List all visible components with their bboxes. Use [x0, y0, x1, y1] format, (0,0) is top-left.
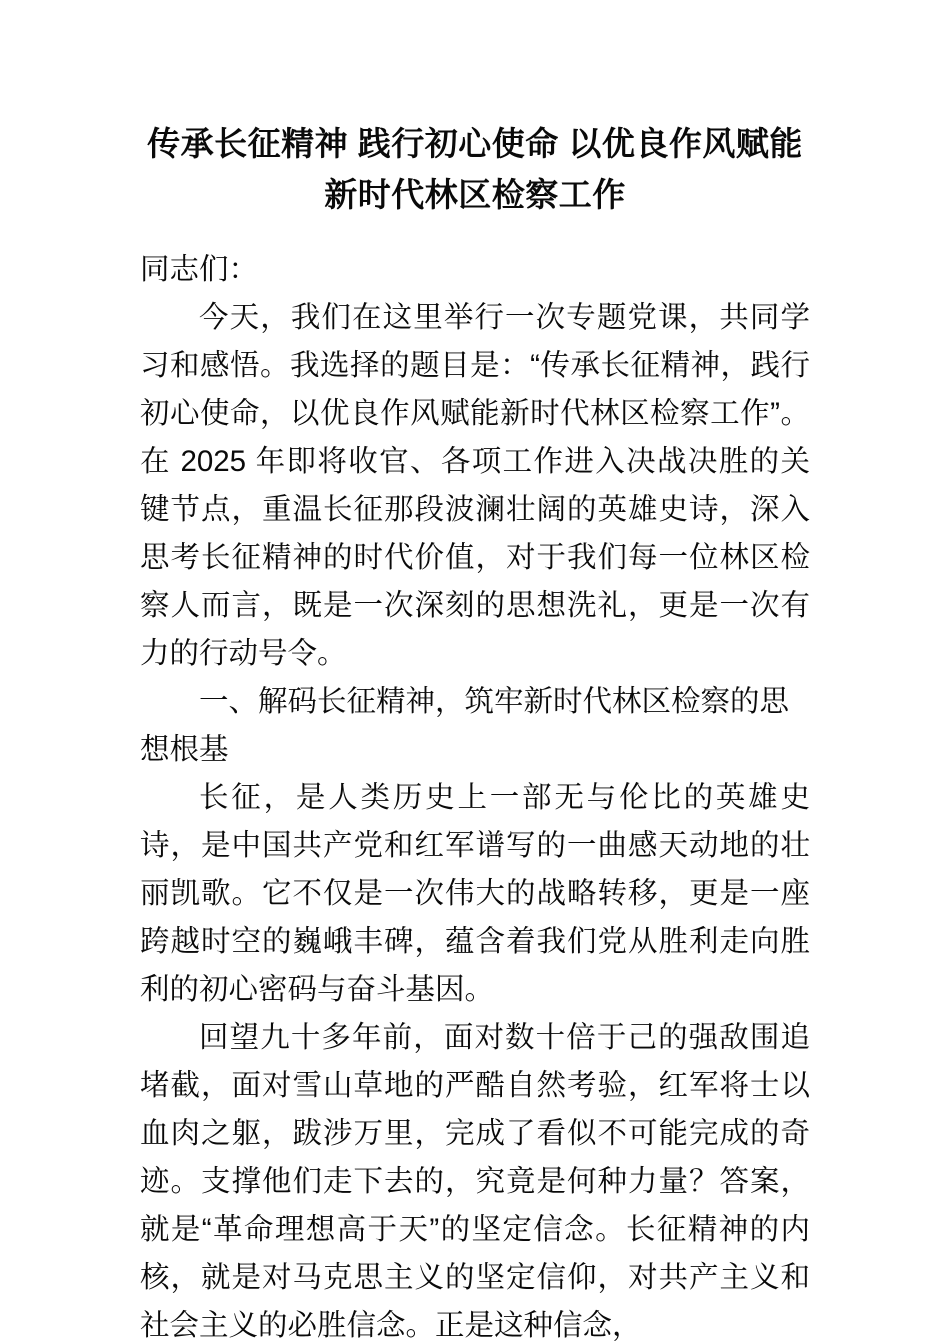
page-title: 传承长征精神 践行初心使命 以优良作风赋能新时代林区检察工作	[147, 125, 803, 213]
paragraph: 回望九十多年前，面对数十倍于己的强敌围追堵截，面对雪山草地的严酷自然考验，红军将士以血肉之躯，跋涉万里，完成了看似不可能完成的奇迹。支撑他们走下去的，究竟是何种力量？答案，就是“革命理想高于天”的坚定信念。长征精神的内核，就是对马克思主义的坚定信仰，对共产主义和社会主义的必胜信念。正是这种信念，	[140, 1021, 810, 1342]
section-heading: 一、解码长征精神，筑牢新时代林区检察的思想根基	[140, 685, 790, 766]
document-body	[140, 294, 810, 1344]
paragraph: 长征，是人类历史上一部无与伦比的英雄史诗，是中国共产党和红军谱写的一曲感天动地的壮丽凯歌。它不仅是一次伟大的战略转移，更是一座跨越时空的巍峨丰碑，蕴含着我们党从胜利走向胜利的初心密码与奋斗基因。	[140, 781, 810, 1006]
paragraph: 今天，我们在这里举行一次专题党课，共同学习和感悟。我选择的题目是：“传承长征精神，践行初心使命，以优良作风赋能新时代林区检察工作”。在 2025 年即将收官、各项工作进入决战决胜的关键节点，重温长征那段波澜壮阔的英雄史诗，深入思考长征精神的时代价值，对于我们每一位林区检察人而言，既是一次深刻的思想洗礼，更是一次有力的行动号令。	[140, 301, 810, 670]
salutation: 同志们：	[140, 253, 259, 286]
